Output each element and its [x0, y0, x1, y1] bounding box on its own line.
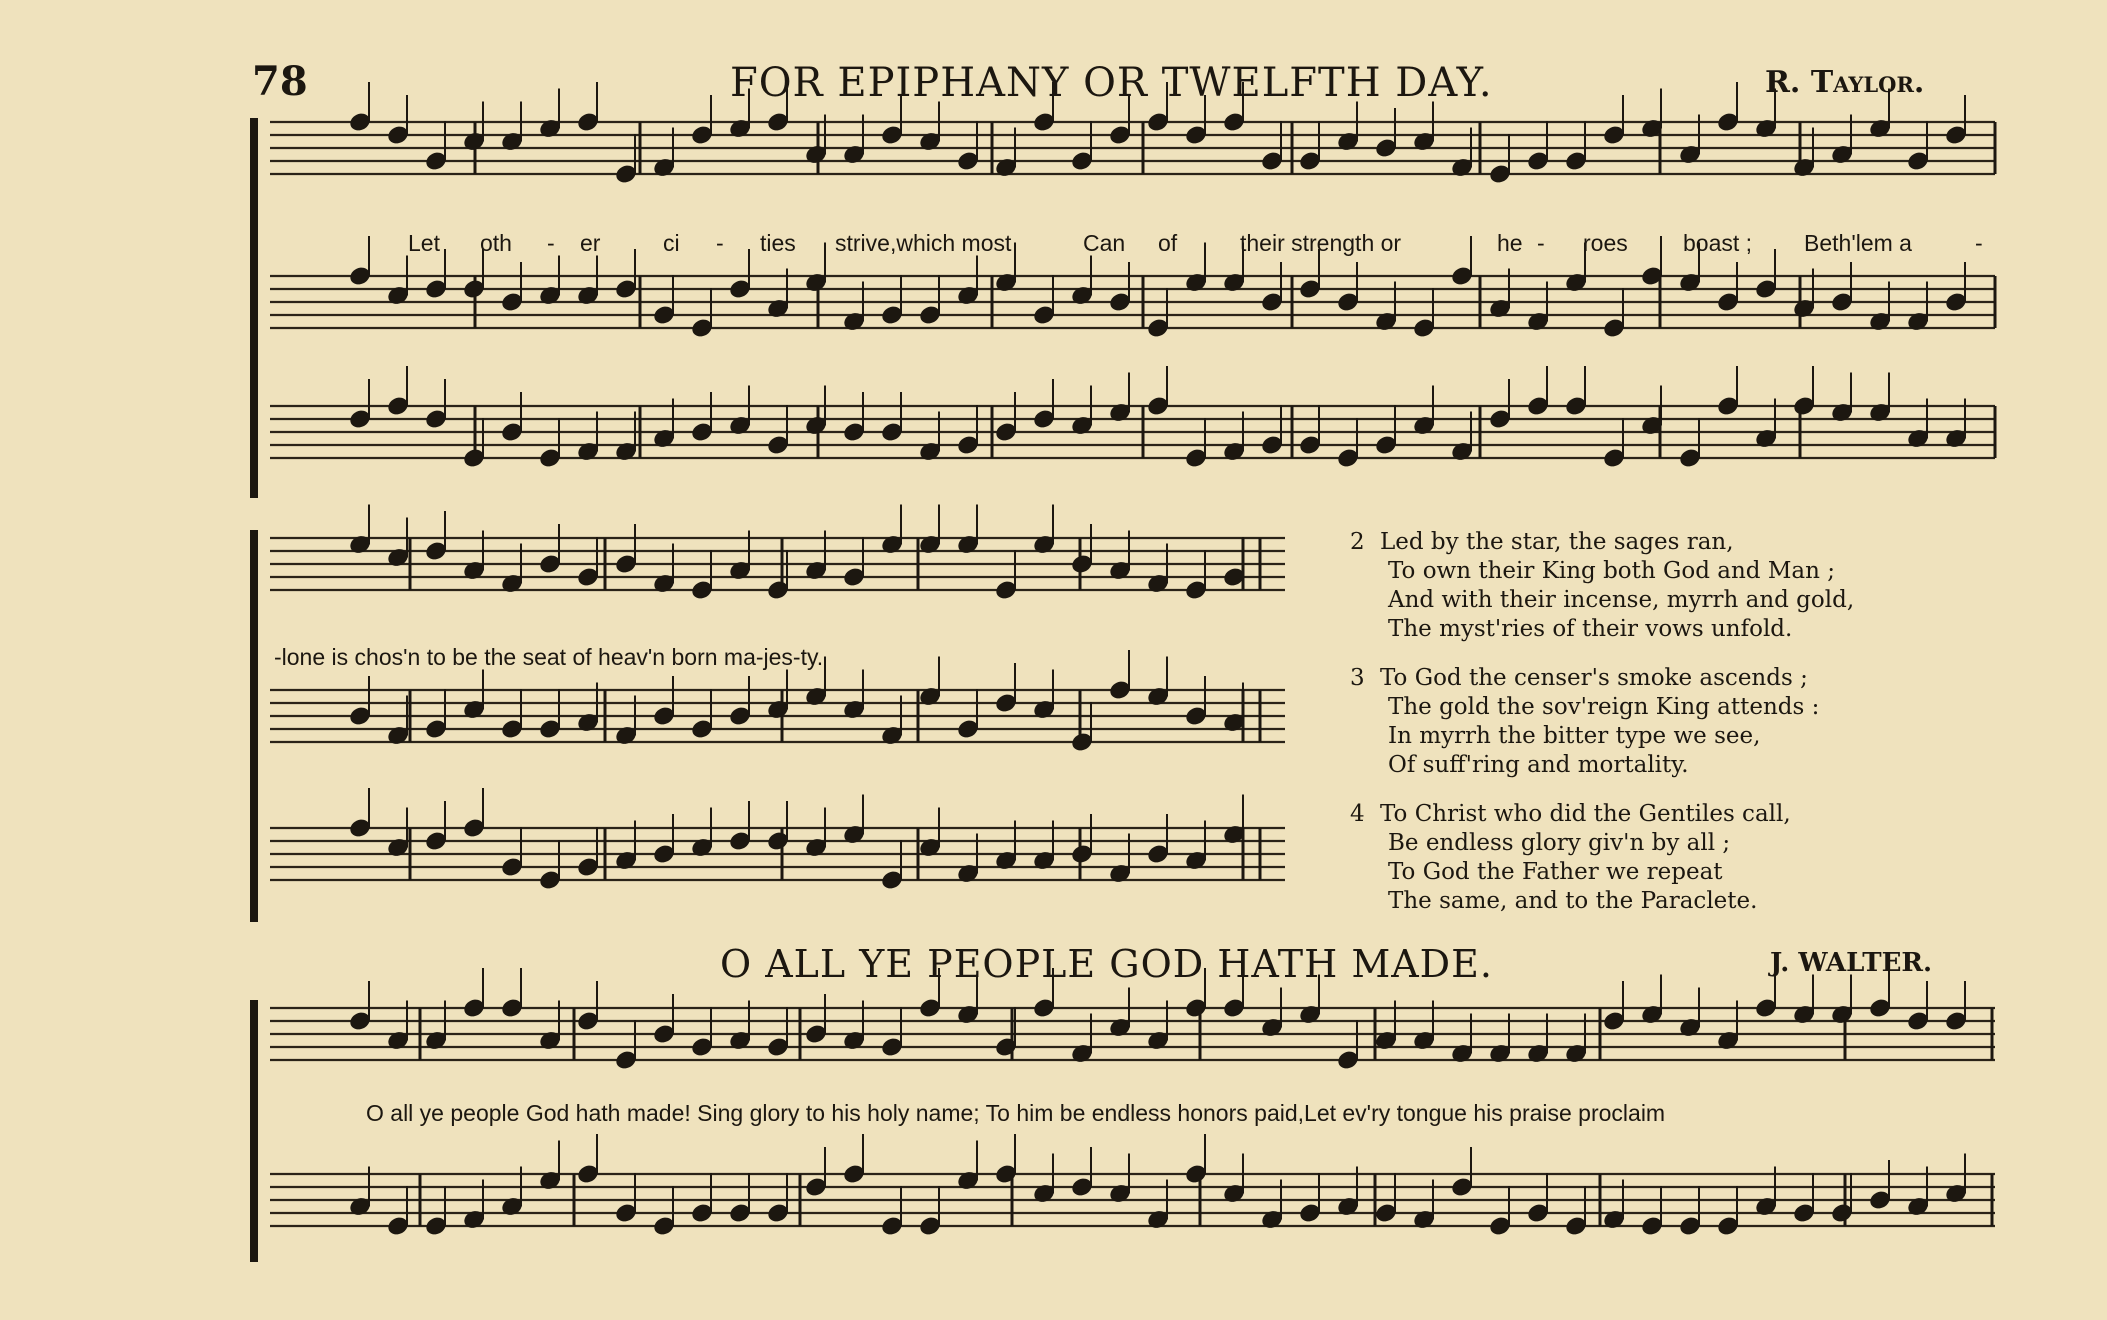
lyric-syllable: of	[1158, 230, 1178, 256]
verse-line: Be endless glory giv'n by all ;	[1388, 830, 1731, 856]
composer-name: R. Taylor.	[1765, 65, 1925, 100]
verse-line: And with their incense, myrrh and gold,	[1388, 587, 1855, 613]
verse-line: The gold the sov'reign King attends :	[1388, 694, 1820, 720]
verse: 2 Led by the star, the sages ran, To own their King both God and Man ; And with their incense, myrrh and gold, The myst'ries of their vows unfold.	[1350, 529, 1855, 642]
verse-line: To God the Father we repeat	[1388, 859, 1723, 885]
lyric-syllable: -	[716, 230, 724, 256]
verse-line: In myrrh the bitter type we see,	[1388, 723, 1761, 749]
lyrics-hymn2: O all ye people God hath made! Sing glory to his holy name; To him be endless honors paid,Let ev'ry tongue his praise proclaim	[366, 1100, 1666, 1126]
lyric-syllable: Let	[408, 230, 440, 256]
lyric-syllable: roes	[1583, 230, 1628, 256]
hymn-title: FOR EPIPHANY OR TWELFTH DAY.	[730, 60, 1493, 106]
lyric-syllable: their strength or	[1240, 230, 1402, 256]
system-bracket	[250, 118, 258, 498]
lyric-syllable: strive,which most	[835, 230, 1012, 256]
lyric-syllable: oth	[480, 230, 512, 256]
verse-line: To own their King both God and Man ;	[1388, 558, 1835, 584]
verse-line: Of suff'ring and mortality.	[1388, 752, 1689, 778]
verses-block	[1350, 528, 1854, 936]
lyric-syllable: -	[1975, 230, 1983, 256]
lyric-syllable: -	[1537, 230, 1545, 256]
verse-line: The same, and to the Paraclete.	[1388, 888, 1758, 914]
lyric-syllable: er	[580, 230, 601, 256]
system-bracket	[250, 530, 258, 922]
verse: 3 To God the censer's smoke ascends ; The gold the sov'reign King attends : In myrrh the bitter type we see, Of suff'ring and mortality.	[1350, 665, 1820, 778]
lyric-syllable: boast ;	[1683, 230, 1753, 256]
verse-line: To God the censer's smoke ascends ;	[1380, 665, 1808, 691]
lyric-syllable: Can	[1083, 230, 1126, 256]
lyric-syllable: -	[547, 230, 555, 256]
system-bracket	[250, 1000, 258, 1262]
hymn-title-2: O ALL YE PEOPLE GOD HATH MADE.	[720, 942, 1493, 986]
lyric-syllable: ties	[760, 230, 796, 256]
lyric-syllable: Beth'lem a	[1804, 230, 1912, 256]
page-number: 78	[252, 58, 308, 105]
verse-line: The myst'ries of their vows unfold.	[1388, 616, 1793, 642]
composer-name-2: J. WALTER.	[1770, 948, 1933, 978]
verse: 4 To Christ who did the Gentiles call, Be endless glory giv'n by all ; To God the Father we repeat The same, and to the Paraclete.	[1350, 801, 1791, 914]
lyric-syllable: ci	[663, 230, 680, 256]
lyric-syllable: he	[1497, 230, 1523, 256]
verse-line: To Christ who did the Gentiles call,	[1380, 801, 1791, 827]
verse-line: Led by the star, the sages ran,	[1380, 529, 1734, 555]
lyrics-line-2: -lone is chos'n to be the seat of heav'n born ma-jes-ty.	[274, 644, 824, 670]
